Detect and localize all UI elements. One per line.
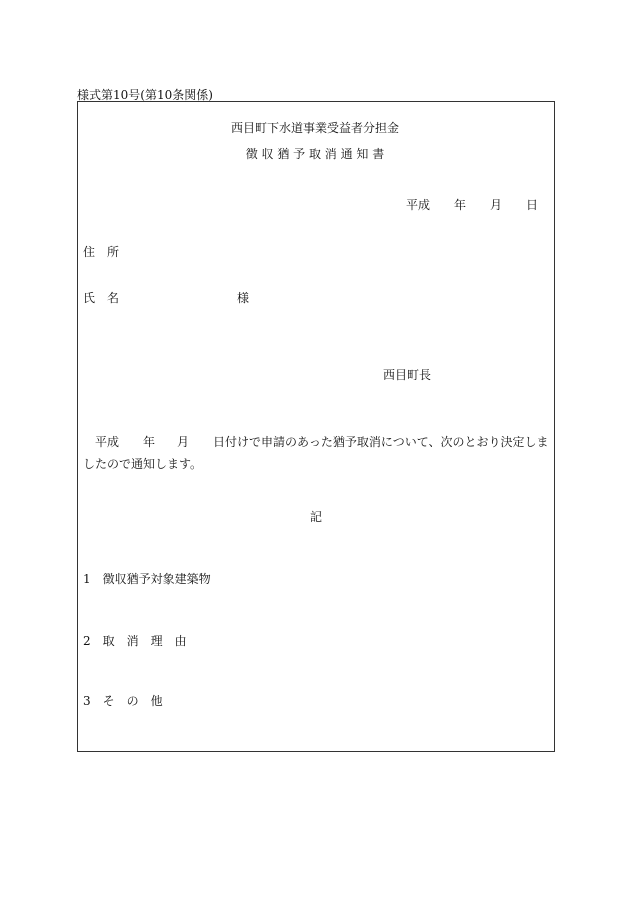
record-heading: 記 [310,510,323,524]
date-day: 日 [526,198,539,212]
item-building: 1 徴収猶予対象建築物 [83,572,211,586]
address-label: 住 所 [83,245,120,259]
name-label: 氏 名 [83,291,120,305]
issuer-name: 西目町長 [383,368,432,382]
notice-body [83,431,551,475]
document-title-line1: 西目町下水道事業受益者分担金 [230,121,399,135]
document-title-line2: 徴 収 猶 予 取 消 通 知 書 [245,147,385,161]
body-text: 日付けで申請のあった猶予取消について、次のとおり決定しましたので通知します。 [83,435,549,471]
item-other: 3 そ の 他 [83,694,163,708]
body-month: 月 [177,435,190,449]
body-era: 平成 [95,435,120,449]
issue-date [406,196,538,213]
body-year: 年 [143,435,156,449]
date-year: 年 [454,198,467,212]
item-cancel-reason: 2 取 消 理 由 [83,634,187,648]
date-era: 平成 [406,198,431,212]
date-month: 月 [490,198,503,212]
form-number: 様式第10号(第10条関係) [77,88,213,102]
honorific: 様 [237,291,250,305]
